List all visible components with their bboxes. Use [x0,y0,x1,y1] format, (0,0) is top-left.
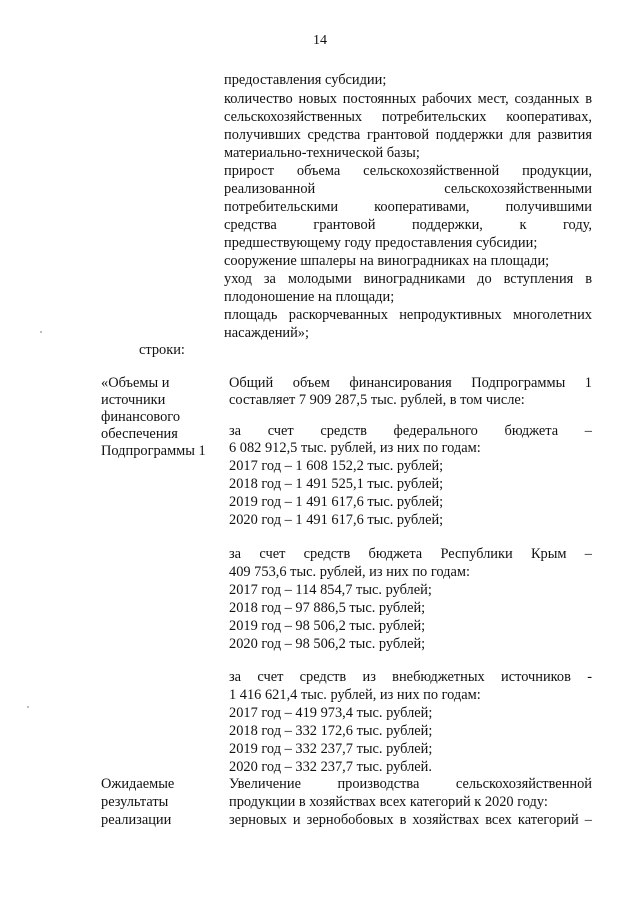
text-line: материально-технической базы; [224,145,420,161]
content-line: продукции в хозяйствах всех категорий к 2020 году: [229,794,548,810]
section-label-line: источники [101,392,166,408]
section-label-line: результаты [101,794,169,810]
section-label-line: обеспечения [101,426,178,442]
content-line: за счет средств из внебюджетных источников - [229,669,592,685]
text-line: предшествующему году предоставления субсидии; [224,235,538,251]
text-line: получивших средства грантовой поддержки для развития [224,127,592,143]
content-line: 2019 год – 332 237,7 тыс. рублей; [229,741,433,757]
content-line: 2017 год – 1 608 152,2 тыс. рублей; [229,458,444,474]
text-line: предоставления субсидии; [224,72,387,88]
content-line: 6 082 912,5 тыс. рублей, из них по годам: [229,440,481,456]
text-line: насаждений»; [224,325,309,341]
content-line: Общий объем финансирования Подпрограммы 1 [229,375,592,391]
text-line: потребительскими кооперативами, получившими [224,199,592,215]
text-line: реализованной сельскохозяйственными [224,181,592,197]
content-line: зерновых и зернобобовых в хозяйствах всех категорий – [229,812,592,828]
content-line: 1 416 621,4 тыс. рублей, из них по годам: [229,687,481,703]
content-line: 2018 год – 97 886,5 тыс. рублей; [229,600,426,616]
content-line: за счет средств бюджета Республики Крым – [229,546,592,562]
content-line: 2018 год – 1 491 525,1 тыс. рублей; [229,476,444,492]
section-label-line: финансового [101,409,181,425]
section-label-line: Ожидаемые [101,776,175,792]
content-line: 2018 год – 332 172,6 тыс. рублей; [229,723,433,739]
text-line: уход за молодыми виноградниками до вступления в [224,271,592,287]
text-line: сельскохозяйственных потребительских кооперативах, [224,109,592,125]
content-line: 2017 год – 419 973,4 тыс. рублей; [229,705,433,721]
text-line: прирост объема сельскохозяйственной продукции, [224,163,592,179]
content-line: за счет средств федерального бюджета – [229,423,592,439]
scan-speck [27,706,29,708]
text-line: плодоношение на площади; [224,289,395,305]
section-label-line: реализации [101,812,172,828]
text-line: количество новых постоянных рабочих мест, созданных в [224,91,592,107]
content-line: Увеличение производства сельскохозяйственной [229,776,592,792]
section-label-line: Подпрограммы 1 [101,443,206,459]
section-label-line: «Объемы и [101,375,170,391]
text-line: сооружение шпалеры на виноградниках на площади; [224,253,550,269]
text-line: средства грантовой поддержки, к году, [224,217,592,233]
content-line: 2020 год – 1 491 617,6 тыс. рублей; [229,512,444,528]
content-line: 409 753,6 тыс. рублей, из них по годам: [229,564,470,580]
text-line: площадь раскорчеванных непродуктивных многолетних [224,307,592,323]
content-line: 2019 год – 1 491 617,6 тыс. рублей; [229,494,444,510]
content-line: 2020 год – 98 506,2 тыс. рублей; [229,636,426,652]
page-number: 14 [313,33,327,48]
scan-speck [40,331,42,333]
content-line: 2020 год – 332 237,7 тыс. рублей. [229,759,432,775]
content-line: 2019 год – 98 506,2 тыс. рублей; [229,618,426,634]
rows-label: строки: [139,342,185,358]
content-line: составляет 7 909 287,5 тыс. рублей, в том числе: [229,392,525,408]
content-line: 2017 год – 114 854,7 тыс. рублей; [229,582,432,598]
